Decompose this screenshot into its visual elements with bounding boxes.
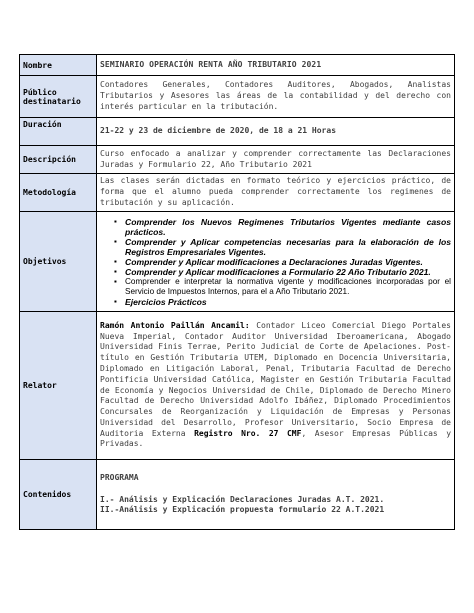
list-item: ▪ Comprender e interpretar la normativa vigente y modificaciones incorporadas por el Servicio de Impuestos Internos, para el a Año Tributario 2021. [125, 277, 451, 297]
label-metodologia: Metodología [20, 174, 97, 212]
relator-registro: Registro Nro. 27 CMF [194, 428, 302, 438]
contenidos-heading: PROGRAMA [100, 472, 139, 482]
list-item: ▪ Comprender los Nuevos Regimenes Tributarios Vigentes mediante casos prácticos. [125, 217, 451, 237]
row-nombre [20, 55, 455, 76]
label-publico [20, 76, 97, 118]
label-publico-line1: Público [23, 87, 57, 97]
row-relator [20, 312, 455, 460]
relator-text [97, 312, 455, 460]
list-item: ▪ Comprender y Aplicar modificaciones a Declaraciones Juradas Vigentes. [125, 257, 451, 267]
objetivos-list [100, 217, 451, 307]
row-metodologia [20, 174, 455, 212]
contenidos-item: II.-Análisis y Explicación propuesta formulario 22 A.T.2021 [100, 505, 385, 515]
list-item: ▪ Comprender y Aplicar competencias necesarias para la elaboración de los Registros Empresariales Vigentes. [125, 237, 451, 257]
descripcion-text: Curso enfocado a analizar y comprender correctamente las Declaraciones Juradas y Formulario 22, Año Tributario 2021 [97, 146, 455, 174]
objetivos-cell [97, 212, 455, 312]
label-contenidos: Contenidos [20, 460, 97, 530]
course-info-table [19, 54, 455, 530]
label-descripcion: Descripción [20, 146, 97, 174]
relator-tail: , Asesor Empresas Públicas y Privadas. [100, 428, 452, 449]
row-publico [20, 76, 455, 118]
label-objetivos: Objetivos [20, 212, 97, 312]
contenidos-item: I.- Análisis y Explicación Declaraciones Juradas A.T. 2021. [100, 494, 385, 504]
row-duracion [20, 118, 455, 146]
row-descripcion [20, 146, 455, 174]
row-objetivos [20, 212, 455, 312]
label-duracion: Duración [20, 118, 97, 146]
duracion-text: 21-22 y 23 de diciembre de 2020, de 18 a 21 Horas [97, 118, 455, 146]
label-publico-line2: destinatario [23, 96, 81, 106]
relator-bio: Contador Liceo Comercial Diego Portales Nueva Imperial, Contador Auditor Universidad Iberoamericana, Abogado Universidad Finis Terrae, Perito Judicial de Corte de Apelaciones. Post-título en Gestión Tributaria UTEM, Diplomado en Docencia Universitaria, Diplomado en Litigación Laboral, Penal, Tributaria Facultad de Derecho Pontificia Universidad Católica, Magister en Gestión Tributaria Facultad de Economía y Negocios Universidad de Chile, Diplomado de Derecho Minero Facultad de Derecho Universidad Adolfo Ibáñez, Diplomado Procedimientos Concursales de Reorganización y Liquidación de Empresas y Personas Universidad del Desarrollo, Profesor Universitario, Socio Empresa de Auditoria Externa [100, 320, 451, 438]
course-title: SEMINARIO OPERACIÓN RENTA AÑO TRIBUTARIO 2021 [97, 55, 455, 76]
relator-name: Ramón Antonio Paillán Ancamil: [100, 320, 250, 330]
label-relator: Relator [20, 312, 97, 460]
label-nombre: Nombre [20, 55, 97, 76]
publico-text: Contadores Generales, Contadores Auditores, Abogados, Analistas Tributarios y Asesores las áreas de la contabilidad y del derecho con interés particular en la tributación. [97, 76, 455, 118]
row-contenidos [20, 460, 455, 530]
contenidos-cell [97, 460, 455, 530]
metodologia-text: Las clases serán dictadas en formato teórico y ejercicios práctico, de forma que el alumno pueda comprender correctamente los regimenes de tributación y su aplicación. [97, 174, 455, 212]
list-item: ▪ Comprender y Aplicar modificaciones a Formulario 22 Año Tributario 2021. [125, 267, 451, 277]
list-item: ▪ Ejercicios Prácticos [125, 297, 451, 307]
